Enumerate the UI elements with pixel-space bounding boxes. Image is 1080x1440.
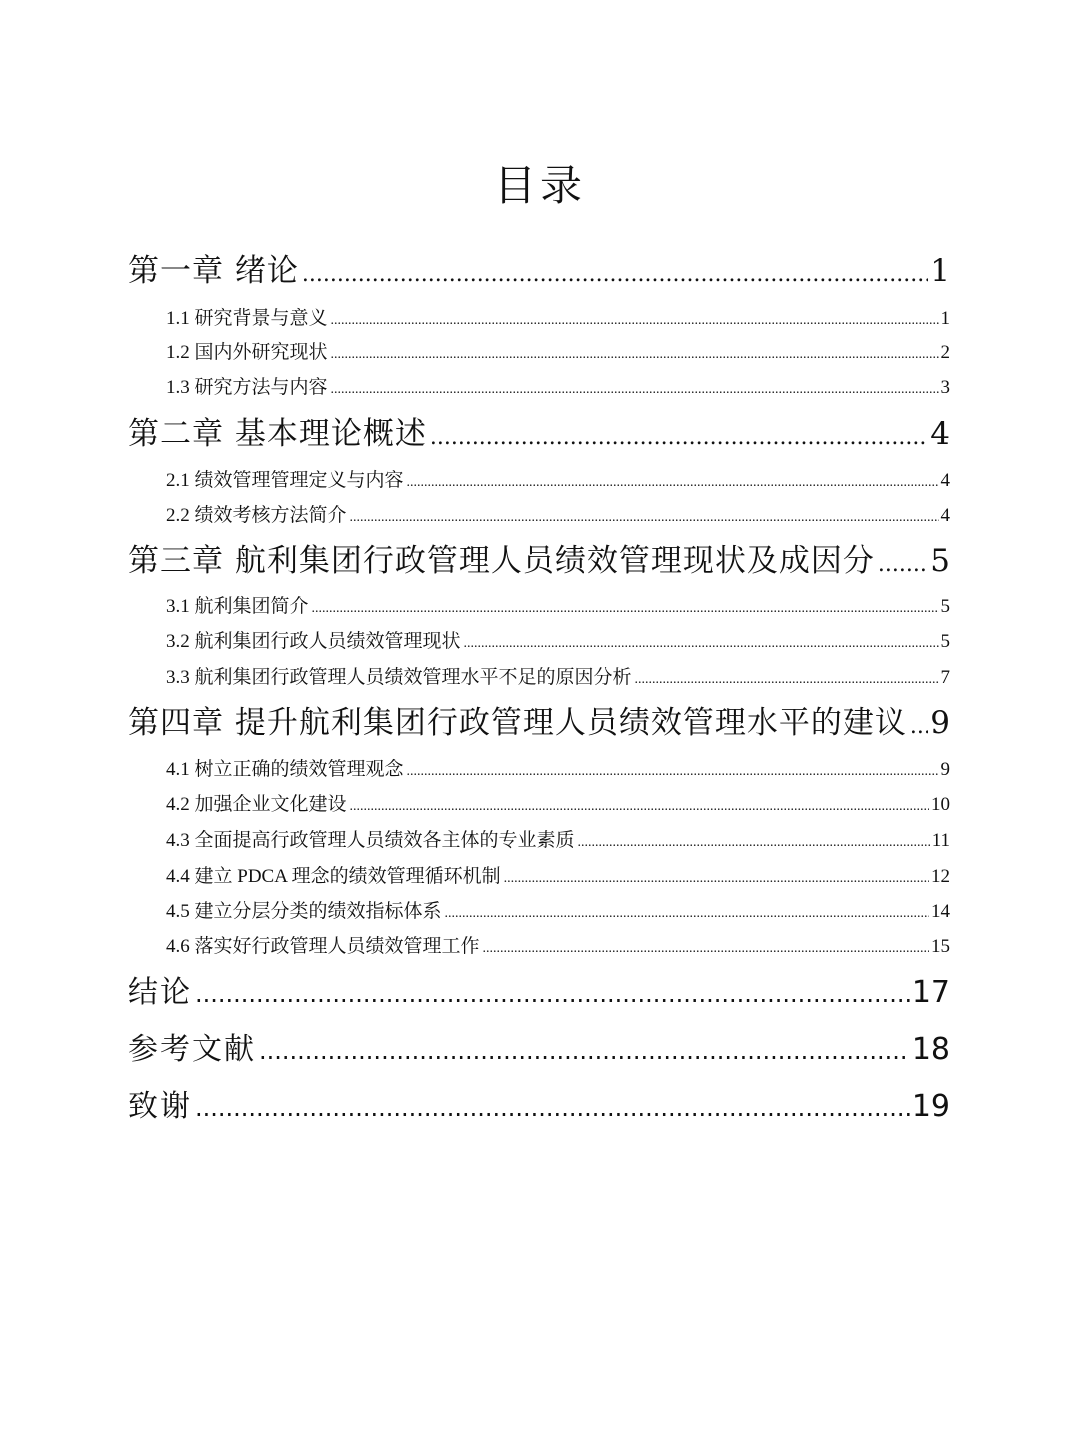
toc-page-number: 1 [930, 253, 950, 289]
toc-section-4-6[interactable] [166, 934, 950, 962]
toc-leader-dots [259, 1030, 910, 1072]
toc-page-number: 10 [931, 794, 950, 815]
toc-leader-dots [302, 254, 928, 296]
toc-section-2-1[interactable] [166, 468, 950, 496]
toc-section-label: 4.5 建立分层分类的绩效指标体系 [166, 901, 442, 922]
toc-section-label: 1.2 国内外研究现状 [166, 342, 328, 363]
toc-leader-dots [195, 1087, 910, 1129]
toc-leader-dots [578, 830, 930, 856]
toc-section-4-5[interactable] [166, 899, 950, 927]
toc-leader-dots [464, 631, 939, 657]
toc-page-number: 17 [911, 975, 950, 1010]
toc-page-number: 2 [940, 342, 950, 363]
toc-section-label: 4.4 建立 PDCA 理念的绩效管理循环机制 [166, 866, 501, 887]
toc-section-label: 4.3 全面提高行政管理人员绩效各主体的专业素质 [166, 830, 575, 851]
toc-section-label: 2.1 绩效管理管理定义与内容 [166, 470, 404, 491]
toc-section-1-2[interactable] [166, 340, 950, 368]
toc-leader-dots [407, 470, 939, 496]
toc-section-1-3[interactable] [166, 375, 950, 403]
toc-page-number: 19 [911, 1089, 950, 1124]
toc-page-number: 4 [940, 505, 950, 526]
toc-page-number: 9 [930, 705, 950, 741]
toc-leader-dots [350, 505, 939, 531]
toc-leader-dots [195, 973, 910, 1015]
toc-page-number: 5 [940, 596, 950, 617]
toc-section-label: 3.2 航利集团行政人员绩效管理现状 [166, 631, 461, 652]
toc-section-label: 3.1 航利集团简介 [166, 596, 309, 617]
toc-chapter-label: 第三章 航利集团行政管理人员绩效管理现状及成因分 [128, 543, 875, 579]
toc-section-label: 1.3 研究方法与内容 [166, 377, 328, 398]
toc-section-1-1[interactable] [166, 306, 950, 334]
toc-leader-dots [331, 308, 939, 334]
toc-back-acknowledgements[interactable] [128, 1086, 950, 1129]
toc-chapter-2[interactable] [128, 413, 950, 459]
toc-page-number: 4 [940, 470, 950, 491]
toc-page-number: 3 [940, 377, 950, 398]
toc-leader-dots [331, 342, 939, 368]
toc-section-3-3[interactable] [166, 665, 950, 693]
toc-section-label: 1.1 研究背景与意义 [166, 308, 328, 329]
toc-page-number: 11 [931, 830, 950, 851]
toc-page-number: 5 [930, 543, 950, 579]
toc-section-4-3[interactable] [166, 828, 950, 856]
toc-back-label: 参考文献 [128, 1032, 256, 1067]
toc-section-3-1[interactable] [166, 594, 950, 622]
toc-chapter-label: 第四章 提升航利集团行政管理人员绩效管理水平的建议 [128, 705, 907, 741]
toc-page-number: 14 [931, 901, 950, 922]
toc-leader-dots [483, 936, 929, 962]
toc-back-label: 结论 [128, 975, 192, 1010]
toc-leader-dots [910, 706, 928, 748]
toc-section-label: 2.2 绩效考核方法简介 [166, 505, 347, 526]
toc-page-number: 1 [940, 308, 950, 329]
toc-back-references[interactable] [128, 1029, 950, 1072]
toc-leader-dots [312, 596, 939, 622]
toc-section-3-2[interactable] [166, 629, 950, 657]
toc-page-number: 12 [931, 866, 950, 887]
toc-section-4-2[interactable] [166, 792, 950, 820]
page-title: 目录 [493, 161, 586, 210]
toc-leader-dots [504, 866, 929, 892]
toc-section-label: 4.6 落实好行政管理人员绩效管理工作 [166, 936, 480, 957]
toc-page-number: 15 [931, 936, 950, 957]
toc-page-number: 9 [940, 759, 950, 780]
toc-leader-dots [350, 794, 929, 820]
toc-chapter-label: 第一章 绪论 [128, 253, 299, 289]
toc-chapter-4[interactable] [128, 702, 950, 748]
toc-back-conclusion[interactable] [128, 972, 950, 1015]
toc-leader-dots [430, 417, 928, 459]
toc-chapter-label: 第二章 基本理论概述 [128, 416, 427, 452]
toc-section-label: 4.1 树立正确的绩效管理观念 [166, 759, 404, 780]
toc-leader-dots [331, 377, 939, 403]
toc-section-2-2[interactable] [166, 503, 950, 531]
toc-back-label: 致谢 [128, 1089, 192, 1124]
toc-page-number: 7 [940, 667, 950, 688]
toc-chapter-3[interactable] [128, 540, 950, 586]
toc-section-4-1[interactable] [166, 757, 950, 785]
toc-leader-dots [635, 667, 939, 693]
toc-leader-dots [878, 544, 928, 586]
toc-section-4-4[interactable] [166, 864, 950, 892]
toc-page-number: 5 [940, 631, 950, 652]
toc-page-number: 4 [930, 416, 950, 452]
toc-page-number: 18 [911, 1032, 950, 1067]
toc-leader-dots [445, 901, 929, 927]
toc-leader-dots [407, 759, 939, 785]
toc-section-label: 3.3 航利集团行政管理人员绩效管理水平不足的原因分析 [166, 667, 632, 688]
toc-chapter-1[interactable] [128, 250, 950, 296]
toc-section-label: 4.2 加强企业文化建设 [166, 794, 347, 815]
